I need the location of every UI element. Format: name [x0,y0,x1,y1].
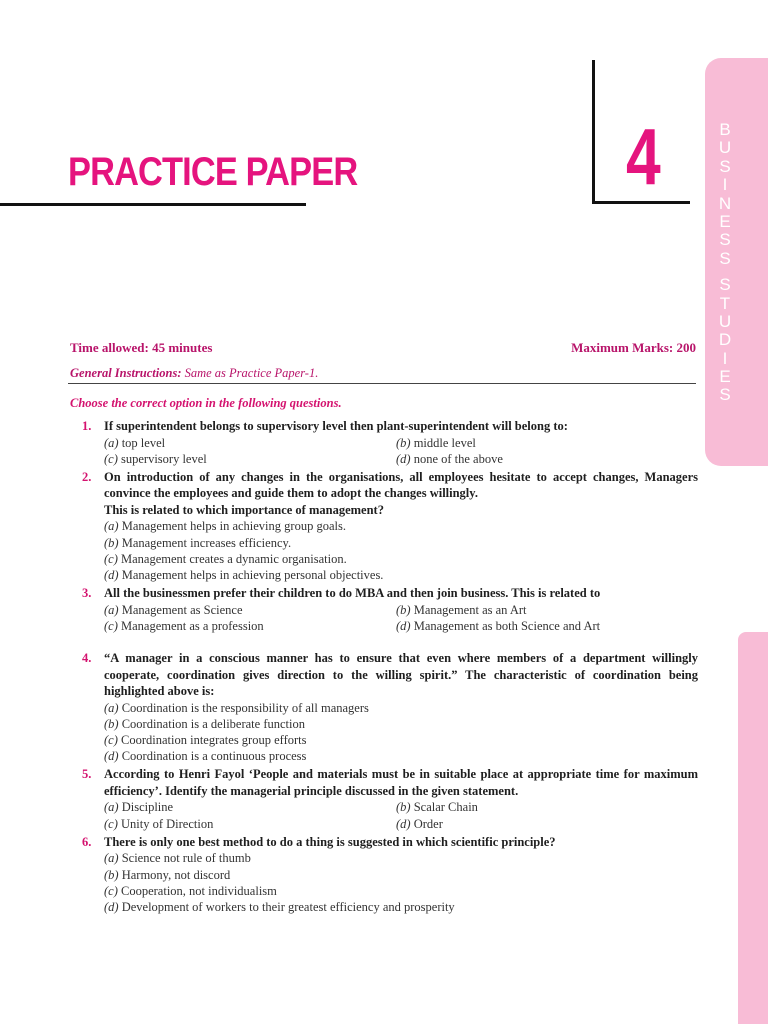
option-b [396,799,698,815]
section-heading: Choose the correct option in the following questions. [70,396,342,410]
option-a [104,700,698,716]
side-letter: I [722,175,728,195]
option-text: Development of workers to their greatest efficiency and prosperity [121,899,455,914]
option-label: (d) [396,618,411,633]
instructions-label: General Instructions: [70,366,182,380]
option-b [396,602,698,618]
question-2 [70,469,698,583]
question-5 [70,766,698,831]
time-allowed: Time allowed: 45 minutes [70,340,213,355]
option-label: (a) [104,700,119,715]
option-b [104,716,698,732]
option-label: (b) [104,535,119,550]
options [104,518,698,583]
options [104,435,698,467]
question-number: 3. [82,586,92,601]
option-text: Coordination is the responsibility of all managers [121,700,369,715]
page-title: PRACTICE PAPER [68,150,358,194]
option-text: Management increases efficiency. [121,535,292,550]
option-c [104,551,698,567]
side-letter: E [719,367,731,387]
option-a [104,518,698,534]
question-text: There is only one best method to do a thing is suggested in which scientific principle? [104,834,556,849]
option-label: (d) [104,899,119,914]
option-label: (d) [104,568,119,583]
option-label: (c) [104,618,118,633]
question-number: 5. [82,767,92,782]
option-b [104,535,698,551]
option-a [104,435,396,451]
options [104,850,698,915]
option-c [104,618,396,634]
option-label: (b) [396,435,411,450]
option-text: Management as Science [121,602,243,617]
side-letter: S [719,230,731,250]
question-text: All the businessmen prefer their children to do MBA and then join business. This is related to [104,586,601,601]
question-number: 2. [82,469,92,484]
option-d [396,816,698,832]
option-c [104,883,698,899]
option-d [396,451,698,467]
option-text: top level [121,435,166,450]
option-text: Unity of Direction [121,816,214,831]
option-text: Coordination integrates group efforts [121,733,307,748]
option-text: Harmony, not discord [121,867,231,882]
instructions-text: Same as Practice Paper-1. [184,366,319,380]
side-tab-label [705,121,745,405]
option-text: Management as a profession [121,618,264,633]
side-letter: S [719,156,731,176]
option-label: (b) [396,800,411,815]
side-letter: S [719,275,731,295]
option-a [104,799,396,815]
options [104,700,698,765]
title-underline [0,203,306,206]
option-text: Management helps in achieving personal objectives. [121,568,384,583]
question-1 [70,418,698,467]
question-6 [70,834,698,915]
side-letter: B [719,120,731,139]
option-label: (b) [396,602,411,617]
option-text: Order [413,816,443,831]
option-label: (b) [104,716,119,731]
option-text: Scalar Chain [413,800,478,815]
option-text: Management as an Art [413,602,527,617]
option-c [104,451,396,467]
option-label: (c) [104,816,118,831]
option-label: (d) [104,749,119,764]
side-letter: N [718,193,732,213]
option-label: (a) [104,435,119,450]
side-letter: U [718,138,732,158]
option-b [104,867,698,883]
option-a [104,850,698,866]
question-number: 4. [82,651,92,666]
question-text: If superintendent belongs to supervisory level then plant-superintendent will belong to: [104,419,568,433]
maximum-marks: Maximum Marks: 200 [571,340,696,355]
divider [68,383,696,384]
option-d [104,899,698,915]
side-tab-lower [738,632,768,1024]
option-label: (a) [104,851,119,866]
side-letter: T [719,293,731,313]
question-text: According to Henri Fayol ‘People and materials must be in suitable place at appropriate time for maximum efficiency’. Identify the managerial principle discussed in the given statement. [104,767,698,798]
question-list [70,418,698,917]
general-instructions [70,366,318,381]
question-text: “A manager in a conscious manner has to ensure that even where members of a department willingly cooperate, coordination gives direction to the willing spirit.” The characteristic of coordination being highlighted above is: [104,651,698,699]
option-label: (d) [396,816,411,831]
side-letter: I [722,348,728,368]
question-number: 6. [82,834,92,849]
side-letter: S [719,248,731,268]
option-d [104,748,698,764]
side-letter: U [718,311,732,331]
question-number: 1. [82,419,92,433]
option-d [104,567,698,583]
option-label: (c) [104,551,118,566]
side-letter: E [719,211,731,231]
option-c [104,816,396,832]
question-4 [70,650,698,764]
question-text: On introduction of any changes in the organisations, all employees hesitate to accept changes, Managers convince the employees and guide them to adopt the changes willingly. [104,469,698,501]
option-text: Cooperation, not individualism [121,883,277,898]
side-letter: D [718,330,732,350]
option-text: Discipline [121,800,174,815]
option-label: (a) [104,519,119,534]
option-text: Coordination is a deliberate function [121,716,305,731]
option-label: (c) [104,733,118,748]
side-letter: S [719,385,731,405]
question-3 [70,585,698,634]
option-label: (a) [104,602,119,617]
exam-meta [70,340,696,356]
options [104,602,698,634]
option-label: (b) [104,867,119,882]
option-text: Science not rule of thumb [121,851,251,866]
question-text-continued: This is related to which importance of management? [104,502,384,517]
option-b [396,435,698,451]
option-text: none of the above [413,451,503,466]
option-text: supervisory level [121,451,207,466]
option-text: Management helps in achieving group goals. [121,519,346,534]
options [104,799,698,831]
option-label: (c) [104,451,118,466]
option-label: (a) [104,800,119,815]
option-d [396,618,698,634]
option-c [104,732,698,748]
option-text: Management as both Science and Art [413,618,601,633]
option-label: (d) [396,451,411,466]
option-text: middle level [413,435,476,450]
paper-number: 4 [626,112,661,201]
option-text: Coordination is a continuous process [121,749,307,764]
option-a [104,602,396,618]
option-label: (c) [104,883,118,898]
option-text: Management creates a dynamic organisation. [121,551,347,566]
